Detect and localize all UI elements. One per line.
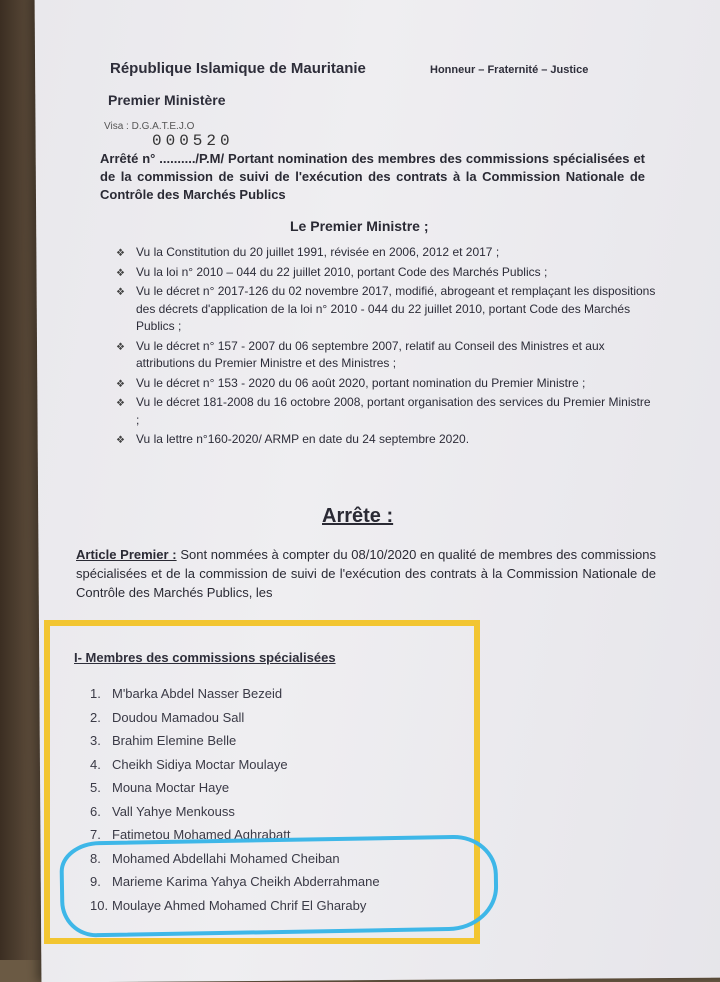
country-heading: République Islamique de Mauritanie bbox=[110, 60, 366, 77]
visa-stamp: Visa : D.G.A.T.E.J.O bbox=[104, 121, 195, 132]
list-item: 5. Mouna Moctar Haye bbox=[90, 780, 230, 795]
article-label: Article Premier : bbox=[76, 547, 177, 562]
diamond-bullet-icon: ❖ bbox=[116, 287, 125, 298]
consideration-item: ❖ Vu le décret n° 2017-126 du 02 novembre 2017, modifié, abrogeant et remplaçant les dispositions des décrets d'application de la loi n° 2010 - 044 du 22 juillet 2010, portant Code des Marchés Publics ; bbox=[116, 284, 656, 333]
list-item: 7. Fatimetou Mohamed Aghrabatt bbox=[90, 827, 291, 842]
decree-intro: Arrêté n° ........../P.M/ Portant nomination des membres des commissions spécialisées et de la commission de suivi de l'exécution des contrats à la Commission Nationale de Contrôle des Marchés Publics bbox=[100, 151, 645, 202]
list-item: 3. Brahim Elemine Belle bbox=[90, 733, 237, 748]
list-item: 2. Doudou Mamadou Sall bbox=[90, 709, 245, 725]
consideration-item: ❖ Vu le décret 181-2008 du 16 octobre 2008, portant organisation des services du Premier Ministre ; bbox=[116, 395, 651, 427]
section-title: I- Membres des commissions spécialisées bbox=[74, 650, 336, 665]
list-item: 4. Cheikh Sidiya Moctar Moulaye bbox=[90, 756, 288, 772]
issuer-heading: Le Premier Ministre ; bbox=[290, 218, 429, 234]
diamond-bullet-icon: ❖ bbox=[116, 378, 125, 390]
consideration-item: ❖ Vu la lettre n°160-2020/ ARMP en date du 24 septembre 2020. bbox=[116, 431, 656, 449]
diamond-bullet-icon: ❖ bbox=[116, 267, 125, 279]
list-item: 8. Mohamed Abdellahi Mohamed Cheiban bbox=[90, 850, 340, 866]
national-motto: Honneur – Fraternité – Justice bbox=[430, 64, 589, 76]
diamond-bullet-icon: ❖ bbox=[116, 248, 125, 259]
arrete-heading: Arrête : bbox=[322, 505, 394, 527]
diamond-bullet-icon: ❖ bbox=[116, 398, 125, 409]
diamond-bullet-icon: ❖ bbox=[116, 341, 125, 353]
consideration-item: ❖ Vu la loi n° 2010 – 044 du 22 juillet 2010, portant Code des Marchés Publics ; bbox=[116, 264, 656, 282]
registration-number: 000520 bbox=[152, 132, 234, 150]
ministry-heading: Premier Ministère bbox=[108, 92, 226, 108]
list-item: 6. Vall Yahye Menkouss bbox=[90, 803, 235, 819]
consideration-item: ❖ Vu la Constitution du 20 juillet 1991, révisée en 2006, 2012 et 2017 ; bbox=[116, 244, 656, 262]
list-item: 10. Moulaye Ahmed Mohamed Chrif El Gharaby bbox=[90, 897, 367, 913]
article-premier bbox=[76, 545, 656, 602]
blue-highlight-oval bbox=[59, 834, 499, 938]
consideration-item: ❖ Vu le décret n° 157 - 2007 du 06 septembre 2007, relatif au Conseil des Ministres et aux attributions du Premier Ministre et des Ministres ; bbox=[116, 338, 605, 370]
list-item: 1. M'barka Abdel Nasser Bezeid bbox=[90, 686, 283, 701]
list-item: 9. Marieme Karima Yahya Cheikh Abderrahmane bbox=[90, 874, 380, 889]
considerations-list bbox=[116, 244, 656, 451]
consideration-item: ❖ Vu le décret n° 153 - 2020 du 06 août 2020, portant nomination du Premier Ministre ; bbox=[116, 375, 656, 393]
diamond-bullet-icon: ❖ bbox=[116, 435, 125, 446]
article-text: Sont nommées à compter du 08/10/2020 en qualité de membres des commissions spécialisées et de la commission de suivi de l'exécution des contrats à la Commission Nationale de Contrôle des Marchés Publics, les bbox=[76, 547, 656, 600]
